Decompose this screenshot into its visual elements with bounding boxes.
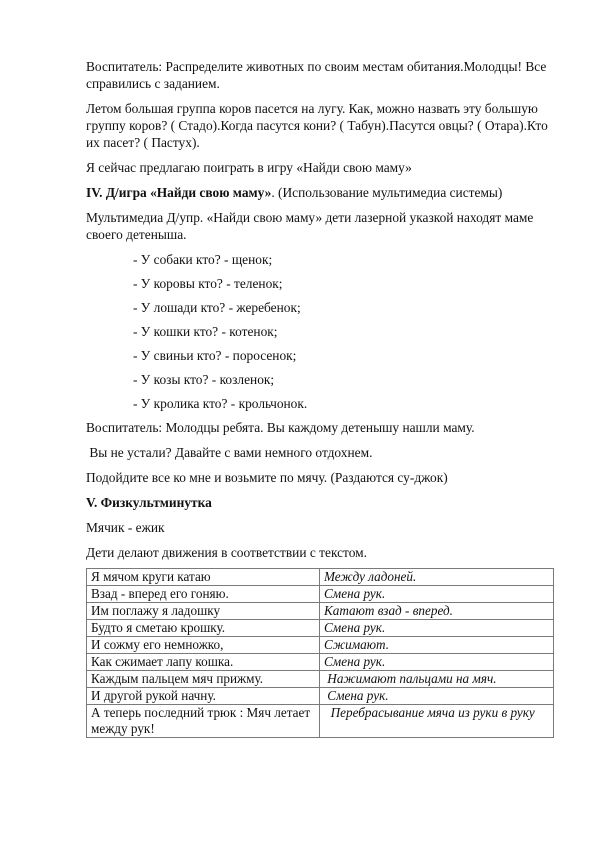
poem-line-cell: А теперь последний трюк : Мяч летает между рук! bbox=[87, 705, 320, 738]
movement-cell: Смена рук. bbox=[320, 620, 554, 637]
list-item: - У коровы кто? - теленок; bbox=[133, 276, 283, 291]
table-row bbox=[87, 671, 554, 688]
section-5-heading: V. Физкультминутка bbox=[86, 495, 212, 510]
exercise-table bbox=[86, 568, 554, 738]
section-4-heading-rest: . (Использование мультимедиа системы) bbox=[271, 185, 503, 200]
paragraph-8: Мячик - ежик bbox=[86, 520, 165, 535]
poem-line-cell: Я мячом круги катаю bbox=[87, 569, 320, 586]
table-row bbox=[87, 654, 554, 671]
table-row bbox=[87, 637, 554, 654]
movement-cell: Смена рук. bbox=[320, 654, 554, 671]
movement-cell: Сжимают. bbox=[320, 637, 554, 654]
table-row bbox=[87, 586, 554, 603]
poem-line-cell: И сожму его немножко, bbox=[87, 637, 320, 654]
table-row bbox=[87, 705, 554, 738]
poem-line-cell: Будто я сметаю крошку. bbox=[87, 620, 320, 637]
movement-cell: Смена рук. bbox=[320, 586, 554, 603]
paragraph-7: Подойдите все ко мне и возьмите по мячу. (Раздаются су-джок) bbox=[86, 470, 448, 485]
list-item: - У собаки кто? - щенок; bbox=[133, 252, 273, 267]
poem-line-cell: Каждым пальцем мяч прижму. bbox=[87, 671, 320, 688]
paragraph-2: Летом большая группа коров пасется на лугу. Как, можно назвать эту большую группу коров? ( Стадо).Когда пасутся кони? ( Табун).Пасутся овцы? ( Отара).Кто их пасет? ( Пастух). bbox=[86, 101, 548, 150]
movement-cell: Нажимают пальцами на мяч. bbox=[320, 671, 554, 688]
paragraph-3: Я сейчас предлагаю поиграть в игру «Найди свою маму» bbox=[86, 160, 412, 175]
table-row bbox=[87, 620, 554, 637]
paragraph-4: Мультимедиа Д/упр. «Найди свою маму» дети лазерной указкой находят маме своего детеныша. bbox=[86, 210, 534, 242]
list-item: - У кролика кто? - крольчонок. bbox=[133, 396, 308, 411]
table-row bbox=[87, 688, 554, 705]
list-item: - У лошади кто? - жеребенок; bbox=[133, 300, 301, 315]
poem-line-cell: Им поглажу я ладошку bbox=[87, 603, 320, 620]
poem-line-cell: И другой рукой начну. bbox=[87, 688, 320, 705]
movement-cell: Смена рук. bbox=[320, 688, 554, 705]
paragraph-9: Дети делают движения в соответствии с текстом. bbox=[86, 545, 367, 560]
poem-line-cell: Как сжимает лапу кошка. bbox=[87, 654, 320, 671]
movement-cell: Перебрасывание мяча из руки в руку bbox=[320, 705, 554, 738]
paragraph-6: Вы не устали? Давайте с вами немного отдохнем. bbox=[86, 445, 373, 460]
paragraph-1: Воспитатель: Распределите животных по своим местам обитания.Молодцы! Все справились с заданием. bbox=[86, 59, 547, 91]
list-item: - У свиньи кто? - поросенок; bbox=[133, 348, 297, 363]
poem-line-cell: Взад - вперед его гоняю. bbox=[87, 586, 320, 603]
document-page bbox=[86, 58, 561, 738]
paragraph-5: Воспитатель: Молодцы ребята. Вы каждому детенышу нашли маму. bbox=[86, 420, 475, 435]
movement-cell: Катают взад - вперед. bbox=[320, 603, 554, 620]
movement-cell: Между ладоней. bbox=[320, 569, 554, 586]
list-item: - У козы кто? - козленок; bbox=[133, 372, 275, 387]
table-row bbox=[87, 569, 554, 586]
section-4-heading-bold: IV. Д/игра «Найди свою маму» bbox=[86, 185, 272, 200]
section-4-heading bbox=[86, 184, 561, 201]
table-row bbox=[87, 603, 554, 620]
list-item: - У кошки кто? - котенок; bbox=[133, 324, 278, 339]
